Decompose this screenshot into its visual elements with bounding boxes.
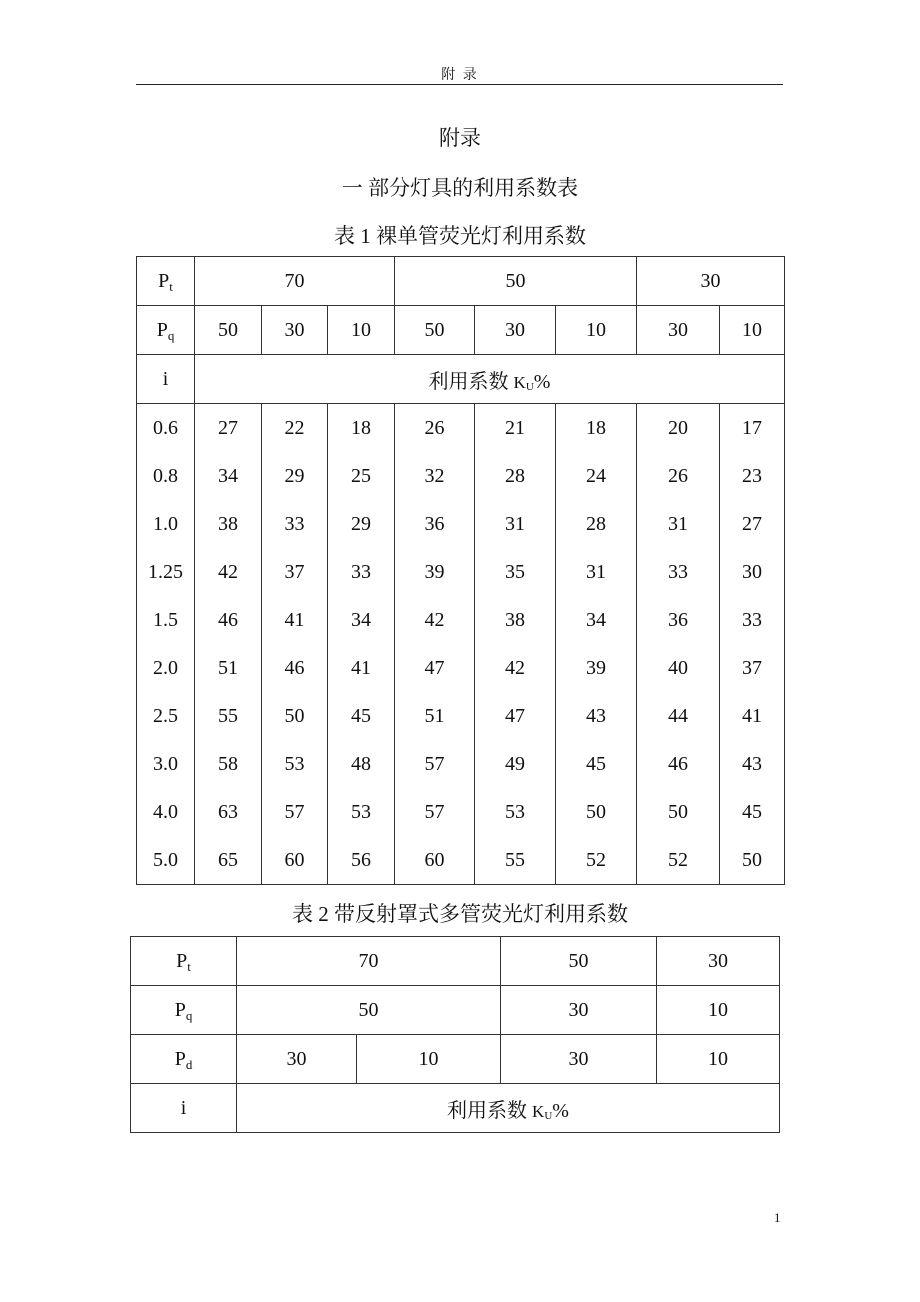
table-cell: 36 [395, 500, 475, 548]
table-cell: 40 [637, 644, 720, 692]
table-cell: 45 [720, 788, 785, 836]
pt-label: $P_t$ [137, 257, 195, 306]
table1-caption: 表 1 裸单管荧光灯利用系数 [334, 224, 586, 248]
table-cell: 34 [556, 596, 637, 644]
table-cell: 50 [556, 788, 637, 836]
table-cell: 44 [637, 692, 720, 740]
table-cell: 57 [395, 740, 475, 788]
table-cell: 57 [262, 788, 328, 836]
table-cell: 45 [328, 692, 395, 740]
table-cell: 43 [720, 740, 785, 788]
i-label: i [137, 355, 195, 404]
table-cell: 39 [395, 548, 475, 596]
pq-value: 30 [501, 986, 657, 1035]
room-index-cell: 4.0 [137, 788, 195, 836]
room-index-cell: 0.8 [137, 452, 195, 500]
table-row [137, 836, 785, 885]
table-cell: 35 [475, 548, 556, 596]
pd-value: 10 [357, 1035, 501, 1084]
table-row [137, 404, 785, 453]
table2-pd-row [131, 1035, 780, 1084]
table-cell: 52 [637, 836, 720, 885]
table2-pq-row [131, 986, 780, 1035]
table-cell: 52 [556, 836, 637, 885]
table2-i-row [131, 1084, 780, 1133]
table-cell: 41 [262, 596, 328, 644]
table-cell: 47 [475, 692, 556, 740]
table-cell: 46 [637, 740, 720, 788]
table-cell: 20 [637, 404, 720, 453]
table-row [137, 644, 785, 692]
table-cell: 41 [328, 644, 395, 692]
table-cell: 43 [556, 692, 637, 740]
table-cell: 60 [262, 836, 328, 885]
table-cell: 56 [328, 836, 395, 885]
table-cell: 24 [556, 452, 637, 500]
i-label: i [131, 1084, 237, 1133]
table-row [137, 452, 785, 500]
table-cell: 48 [328, 740, 395, 788]
pq-value: 50 [237, 986, 501, 1035]
page-title: 附录 [439, 126, 481, 150]
table-cell: 65 [195, 836, 262, 885]
pt-value: 50 [395, 257, 637, 306]
pd-value: 10 [657, 1035, 780, 1084]
table-cell: 18 [328, 404, 395, 453]
pq-value: 30 [475, 306, 556, 355]
table-cell: 23 [720, 452, 785, 500]
table-cell: 31 [637, 500, 720, 548]
table-cell: 34 [195, 452, 262, 500]
table-cell: 53 [262, 740, 328, 788]
table-cell: 55 [475, 836, 556, 885]
table-cell: 27 [720, 500, 785, 548]
pq-label: $P_q$ [137, 306, 195, 355]
table-cell: 31 [556, 548, 637, 596]
table-cell: 49 [475, 740, 556, 788]
header-rule [136, 84, 783, 85]
table-cell: 51 [195, 644, 262, 692]
table1 [136, 256, 785, 885]
table-cell: 37 [720, 644, 785, 692]
room-index-cell: 0.6 [137, 404, 195, 453]
table-cell: 29 [328, 500, 395, 548]
table2-caption: 表 2 带反射罩式多管荧光灯利用系数 [292, 902, 628, 926]
table-cell: 47 [395, 644, 475, 692]
table2-pt-row [131, 937, 780, 986]
table-cell: 26 [395, 404, 475, 453]
page-number: 1 [774, 1210, 781, 1225]
table-row [137, 596, 785, 644]
table-cell: 32 [395, 452, 475, 500]
table-cell: 51 [395, 692, 475, 740]
table-row [137, 788, 785, 836]
room-index-cell: 2.5 [137, 692, 195, 740]
table-cell: 38 [195, 500, 262, 548]
table-cell: 50 [262, 692, 328, 740]
table-cell: 42 [475, 644, 556, 692]
table-row [137, 548, 785, 596]
pq-value: 50 [395, 306, 475, 355]
room-index-cell: 1.25 [137, 548, 195, 596]
table-cell: 28 [556, 500, 637, 548]
pq-value: 10 [556, 306, 637, 355]
table-cell: 29 [262, 452, 328, 500]
running-header: 附 录 [441, 68, 479, 83]
table-cell: 36 [637, 596, 720, 644]
table-cell: 34 [328, 596, 395, 644]
ku-label: 利用系数 $K_U\%$ [195, 355, 785, 404]
pq-value: 50 [195, 306, 262, 355]
pd-label: $P_d$ [131, 1035, 237, 1084]
table-cell: 46 [262, 644, 328, 692]
table-cell: 53 [475, 788, 556, 836]
ku-label: 利用系数 $K_U\%$ [237, 1084, 780, 1133]
table-cell: 57 [395, 788, 475, 836]
pq-value: 30 [262, 306, 328, 355]
table-cell: 33 [328, 548, 395, 596]
table-cell: 21 [475, 404, 556, 453]
table-cell: 33 [262, 500, 328, 548]
table-cell: 53 [328, 788, 395, 836]
table-cell: 33 [637, 548, 720, 596]
table-cell: 45 [556, 740, 637, 788]
table-cell: 58 [195, 740, 262, 788]
table-cell: 39 [556, 644, 637, 692]
room-index-cell: 1.0 [137, 500, 195, 548]
table-cell: 38 [475, 596, 556, 644]
table-cell: 37 [262, 548, 328, 596]
section-title: 一 部分灯具的利用系数表 [341, 176, 579, 200]
table2 [130, 936, 780, 1133]
table-cell: 17 [720, 404, 785, 453]
pd-value: 30 [237, 1035, 357, 1084]
table-cell: 26 [637, 452, 720, 500]
table-cell: 42 [195, 548, 262, 596]
table-cell: 50 [637, 788, 720, 836]
room-index-cell: 5.0 [137, 836, 195, 885]
table-cell: 46 [195, 596, 262, 644]
table-cell: 63 [195, 788, 262, 836]
table-cell: 31 [475, 500, 556, 548]
table-row [137, 740, 785, 788]
table1-pt-row [137, 257, 785, 306]
pq-value: 10 [720, 306, 785, 355]
room-index-cell: 2.0 [137, 644, 195, 692]
table-cell: 41 [720, 692, 785, 740]
pt-value: 30 [637, 257, 785, 306]
table1-i-row [137, 355, 785, 404]
table1-pq-row [137, 306, 785, 355]
table-cell: 55 [195, 692, 262, 740]
table-cell: 42 [395, 596, 475, 644]
pd-value: 30 [501, 1035, 657, 1084]
pt-value: 30 [657, 937, 780, 986]
table-cell: 28 [475, 452, 556, 500]
table-cell: 25 [328, 452, 395, 500]
table-cell: 33 [720, 596, 785, 644]
table-cell: 18 [556, 404, 637, 453]
pq-value: 30 [637, 306, 720, 355]
pt-value: 70 [195, 257, 395, 306]
table-row [137, 500, 785, 548]
pq-value: 10 [657, 986, 780, 1035]
pq-value: 10 [328, 306, 395, 355]
table-cell: 30 [720, 548, 785, 596]
table1-body [137, 404, 785, 885]
pt-value: 50 [501, 937, 657, 986]
pt-label: $P_t$ [131, 937, 237, 986]
pt-value: 70 [237, 937, 501, 986]
table-cell: 22 [262, 404, 328, 453]
room-index-cell: 3.0 [137, 740, 195, 788]
pq-label: $P_q$ [131, 986, 237, 1035]
table-cell: 27 [195, 404, 262, 453]
room-index-cell: 1.5 [137, 596, 195, 644]
table-cell: 50 [720, 836, 785, 885]
table-cell: 60 [395, 836, 475, 885]
table-row [137, 692, 785, 740]
